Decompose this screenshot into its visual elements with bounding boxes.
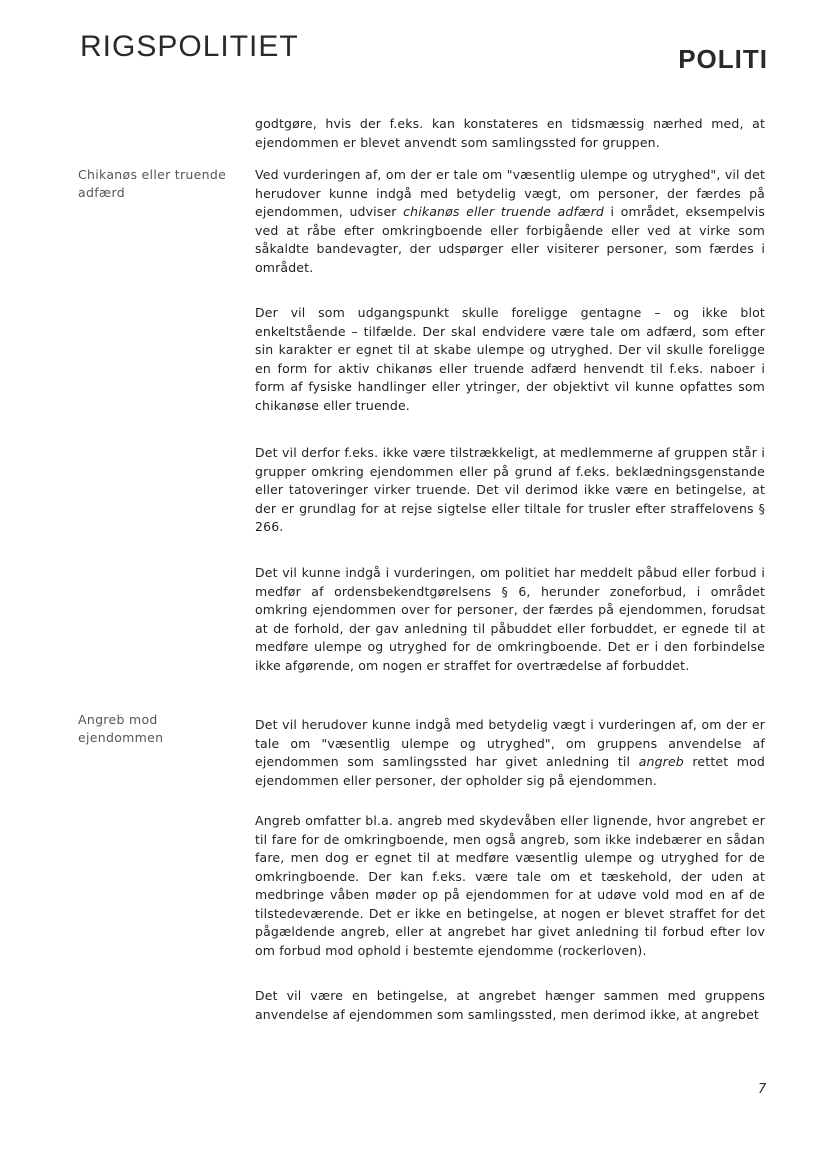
paragraph: Det vil kunne indgå i vurderingen, om politiet har meddelt påbud eller forbud i medfør af ordensbekendtgørelsens § 6, herunder zoneforbud, i området omkring ejendommen over for personer, der færdes på ejendommen, forudsat at de forhold, der gav anledning til påbuddet eller forbuddet, er egnede til at medføre ulempe og utryghed for de omkringboende. Det er i den forbindelse ikke afgørende, om nogen er straffet for overtrædelse af forbuddet. bbox=[255, 565, 765, 673]
paragraph: Angreb omfatter bl.a. angreb med skydevåben eller lignende, hvor angrebet er til fare for de omkringboende, men også angreb, som ikke indebærer en sådan fare, men dog er egnet til at medføre væsentlig ulempe og utryghed for de omkringboende. Der kan f.eks. være tale om et tæskehold, der uden at medbringe våben møder op på ejendommen for at udøve vold mod en af de tilstedeværende. Det er ikke en betingelse, at nogen er blevet straffet for det pågældende angreb, eller at angrebet har givet anledning til forbud efter lov om forbud mod ophold i bestemte ejendomme (rockerloven). bbox=[255, 813, 765, 958]
politi-logo: POLITI bbox=[678, 44, 768, 74]
paragraph: Det vil være en betingelse, at angrebet hænger sammen med gruppens anvendelse af ejendommen som samlingssted, men derimod ikke, at angrebet bbox=[255, 988, 765, 1022]
margin-title-attack: Angreb mod ejendommen bbox=[78, 712, 164, 745]
margin-title-harassment: Chikanøs eller truende adfærd bbox=[78, 167, 227, 200]
paragraph: godtgøre, hvis der f.eks. kan konstateres en tidsmæssig nærhed med, at ejendommen er blevet anvendt som samlingssted for gruppen. bbox=[255, 116, 765, 150]
org-name: RIGSPOLITIET bbox=[80, 30, 299, 63]
paragraph: Det vil derfor f.eks. ikke være tilstrækkeligt, at medlemmerne af gruppen står i grupper omkring ejendommen eller på grund af f.eks. beklædningsgenstande eller tatoveringer virker truende. Det vil derimod ikke være en betingelse, at der er grundlag for at rejse sigtelse eller tiltale for trusler efter straffelovens § 266. bbox=[255, 445, 765, 534]
paragraph: Ved vurderingen af, om der er tale om "væsentlig ulempe og utryghed", vil det herudover kunne indgå med betydelig vægt, om personer, der færdes på ejendommen, udviser chikanøs eller truende adfærd i området, eksempelvis ved at råbe efter omkringboende eller forbigående eller ved at virke som såkaldte bandevagter, der udspørger eller visiterer personer, som færdes i området. bbox=[255, 167, 765, 275]
page-number: 7 bbox=[758, 1082, 767, 1097]
paragraph: Det vil herudover kunne indgå med betydelig vægt i vurderingen af, om der er tale om "væsentlig ulempe og utryghed", om gruppens anvendelse af ejendommen som samlingssted har givet anledning til angreb rettet mod ejendommen eller personer, der opholder sig på ejendommen. bbox=[255, 717, 766, 788]
paragraph: Der vil som udgangspunkt skulle foreligge gentagne – og ikke blot enkeltstående – tilfælde. Der skal endvidere være tale om adfærd, som efter sin karakter er egnet til at skabe ulempe og utryghed. Der vil skulle foreligge en form for aktiv chikanøs eller truende adfærd henvendt til f.eks. naboer i form af fysiske handlinger eller ytringer, der objektivt vil kunne opfattes som chikanøse eller truende. bbox=[255, 305, 765, 413]
